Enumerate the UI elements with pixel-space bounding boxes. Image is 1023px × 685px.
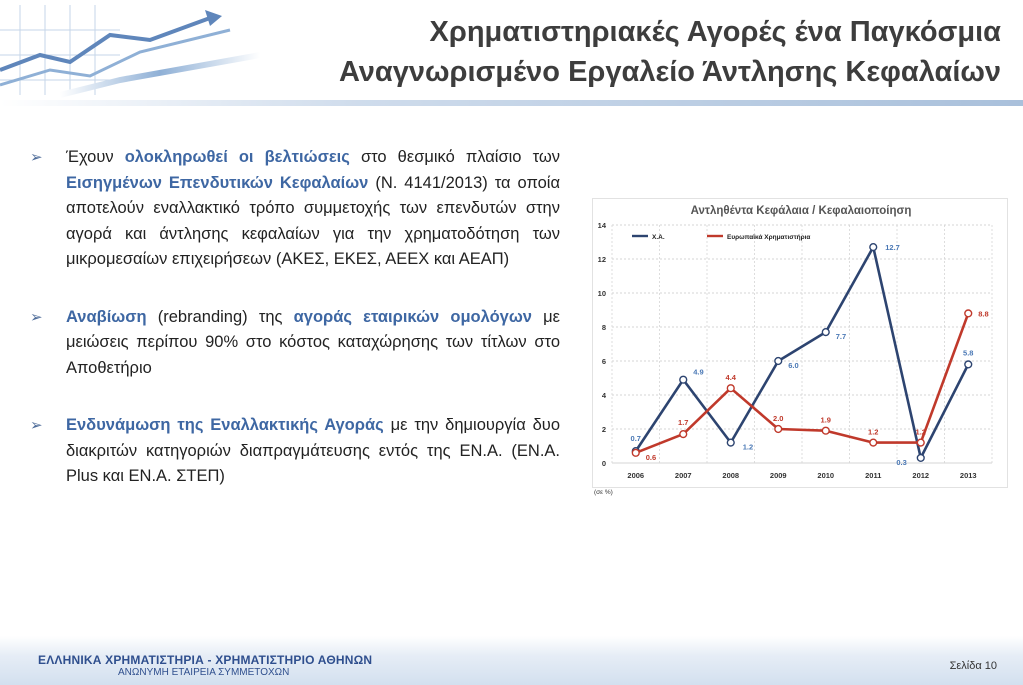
bullet-highlight: αγοράς εταιρικών ομολόγων: [293, 307, 532, 326]
data-point: [680, 376, 687, 383]
data-label: 2.0: [773, 414, 784, 423]
data-point: [727, 385, 734, 392]
arrow-bullet-icon: ➢: [30, 417, 43, 434]
slide-header: [0, 0, 1023, 108]
data-label: 4.4: [725, 373, 736, 383]
data-label: 1.2: [742, 442, 754, 452]
data-label: 6.0: [788, 361, 799, 370]
bullet-highlight: Ενδυνάμωση της Εναλλακτικής Αγοράς: [66, 416, 384, 434]
header-divider: [0, 100, 1023, 106]
x-tick-label: 2013: [959, 471, 977, 480]
x-tick-label: 2011: [865, 471, 882, 480]
bullet-text: (Ν. 4141/2013) τα οποία αποτελούν εναλλακτικό τρόπο συμμετοχής των επενδυτών στην αγορά και άντλησης κεφαλαίων για την χρηματοδότηση των μικρομεσαίων επιχειρήσεων (ΑΚΕΣ, ΕΚΕΣ, ΑΕΕΧ και ΑΕΑΠ): [66, 173, 560, 268]
x-tick-label: 2009: [769, 471, 787, 480]
bullet-item: [30, 413, 560, 490]
footer-company-subtitle: ΑΝΩΝΥΜΗ ΕΤΑΙΡΕΙΑ ΣΥΜΜΕΤΟΧΩΝ: [118, 667, 290, 678]
x-tick-label: 2010: [817, 471, 835, 480]
y-tick-label: 10: [597, 289, 606, 298]
x-tick-label: 2012: [912, 471, 930, 480]
bullet-text: στο θεσμικό πλαίσιο των: [349, 148, 560, 166]
data-label: 12.7: [885, 243, 900, 253]
title-line-1: Χρηματιστηριακές Αγορές ένα Παγκόσμια: [429, 16, 1001, 48]
y-tick-label: 6: [601, 357, 606, 366]
data-label: 1.2: [915, 427, 926, 437]
data-point: [822, 329, 829, 336]
data-label: 8.8: [978, 309, 989, 319]
data-label: 1.2: [868, 427, 879, 437]
y-tick-label: 12: [597, 255, 606, 264]
x-tick-label: 2008: [722, 471, 740, 480]
data-label: 7.7: [835, 332, 847, 342]
y-tick-label: 14: [597, 221, 606, 230]
x-tick-label: 2006: [627, 471, 645, 480]
footer-company-name: ΕΛΛΗΝΙΚΑ ΧΡΗΜΑΤΙΣΤΗΡΙΑ - ΧΡΗΜΑΤΙΣΤΗΡΙΟ ΑΘΗΝΩΝ: [38, 653, 373, 667]
legend-label: Χ.Α.: [652, 234, 665, 241]
data-label: 0.6: [645, 452, 657, 462]
y-tick-label: 8: [601, 323, 606, 332]
footer: [0, 636, 1023, 685]
x-tick-label: 2007: [674, 471, 692, 480]
bullet-highlight: Εισηγμένων Επενδυτικών Κεφαλαίων: [66, 173, 369, 192]
bullet-text: (rebranding) της: [146, 307, 294, 326]
data-label: 5.8: [963, 348, 974, 358]
data-label: 0.3: [896, 457, 907, 467]
bullet-list: [30, 145, 560, 522]
arrow-bullet-icon: ➢: [30, 149, 43, 166]
data-point: [822, 427, 829, 434]
data-point: [870, 244, 877, 251]
data-point: [727, 439, 734, 446]
data-point: [917, 455, 924, 462]
bullet-text: Έχουν: [66, 148, 125, 166]
y-tick-label: 2: [601, 425, 606, 434]
bullet-highlight: Αναβίωση: [66, 307, 147, 326]
bullet-text: με μειώσεις περίπου 90% στο κόστος καταχώρησης των τίτλων στο Αποθετήριο: [66, 307, 561, 377]
data-label: 0.7: [630, 434, 641, 444]
data-point: [632, 449, 639, 456]
line-chart: [592, 198, 1010, 498]
page-title: [281, 12, 1001, 92]
data-point: [680, 431, 687, 438]
data-label: 4.9: [693, 367, 704, 377]
bullet-item: [30, 305, 560, 382]
bullet-highlight: ολοκληρωθεί οι βελτιώσεις: [124, 148, 350, 166]
data-point: [965, 310, 972, 317]
arrow-bullet-icon: ➢: [30, 308, 43, 326]
data-label: 1.9: [820, 415, 831, 425]
legend-label: Ευρωπαϊκά Χρηματιστήρια: [727, 234, 811, 241]
data-point: [917, 439, 924, 446]
chart-title: Αντληθέντα Κεφάλαια / Κεφαλαιοποίηση: [690, 205, 912, 217]
page-number: Σελίδα 10: [949, 660, 997, 672]
unit-note: (σε %): [594, 489, 613, 496]
data-label: 1.7: [678, 418, 689, 428]
data-point: [870, 439, 877, 446]
data-point: [965, 361, 972, 368]
logo-graphic: [0, 0, 260, 100]
title-line-2: Αναγνωρισμένο Εργαλείο Άντλησης Κεφαλαίων: [338, 56, 1001, 88]
data-point: [775, 358, 782, 365]
bullet-text: με την δημιουργία δυο διακριτών κατηγοριών διαπραγμάτευσης εντός της ΕΝ.Α. (ΕΝ.Α. Plus και ΕΝ.Α. ΣΤΕΠ): [66, 416, 561, 485]
y-tick-label: 0: [601, 459, 606, 468]
y-tick-label: 4: [601, 391, 606, 400]
data-point: [775, 426, 782, 433]
bullet-item: [30, 145, 560, 273]
chart-svg: [592, 198, 1010, 498]
